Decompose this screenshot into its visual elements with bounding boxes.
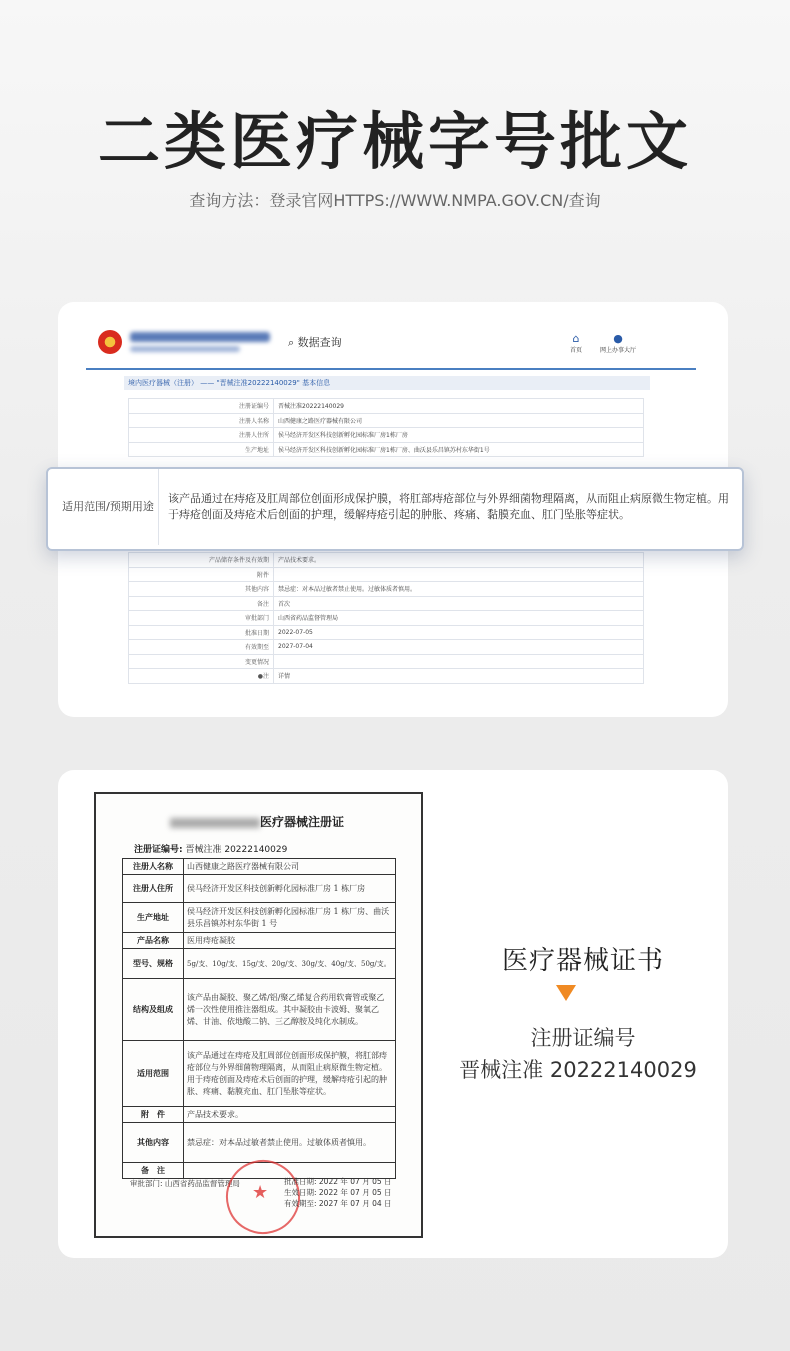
- table-row: 批准日期 2022-07-05: [129, 625, 644, 640]
- cert-regno: 注册证编号: 晋械注准 20222140029: [134, 845, 288, 855]
- site-name-blurred: [130, 332, 270, 342]
- table-row: 注册证编号 晋械注准20222140029: [129, 399, 644, 414]
- table-row: 产品名称 医用痔疮凝胶: [123, 933, 396, 949]
- table-row: 有效期至 2027-07-04: [129, 640, 644, 655]
- info-table-top: [128, 398, 644, 457]
- search-doc-icon: ⌕: [288, 336, 295, 349]
- table-row: 生产地址 侯马经济开发区科技创新孵化园标准厂房 1 栋厂房、曲沃县乐昌镇苏村东华街 1 号: [123, 903, 396, 933]
- cert-reviewer: 审批部门: 山西省药品监督管理局: [130, 1179, 240, 1188]
- certificate-card: [58, 770, 728, 1258]
- breadcrumb: 境内医疗器械（注册） —— "晋械注准20222140029" 基本信息: [124, 376, 650, 390]
- table-row: 结构及组成 该产品由凝胶、聚乙烯/铝/聚乙烯复合药用软膏管或聚乙烯一次性使用推注器组成。其中凝胶由卡波姆、聚氧乙烯、甘油、依地酸二钠、三乙醇胺及纯化水制成。: [123, 979, 396, 1041]
- usage-label: 适用范围/预期用途: [58, 469, 159, 545]
- caption-label: 注册证编号: [530, 1026, 636, 1050]
- table-row: ●注 详情: [129, 669, 644, 684]
- caption-number: 晋械注准 20222140029: [459, 1058, 697, 1082]
- pin-icon: ●: [257, 673, 263, 681]
- table-row: 生产地址 侯马经济开发区科技创新孵化园标准厂房1栋厂房、曲沃县乐昌镇苏村东华街1号: [129, 442, 644, 457]
- detail-link[interactable]: 详情: [274, 669, 644, 684]
- page-title: 二类医疗械字号批文: [97, 105, 692, 178]
- table-row: 型号、规格 5g/支、10g/支、15g/支、20g/支、30g/支、40g/支、50g/支。: [123, 949, 396, 979]
- down-arrow-icon: [556, 985, 576, 1001]
- seal-star-icon: ★: [252, 1182, 269, 1203]
- cert-table: [122, 858, 396, 1179]
- usage-highlight-callout: [46, 467, 744, 551]
- table-row: 变更情况: [129, 654, 644, 669]
- table-row: 注册人名称 山西健康之路医疗器械有限公司: [123, 859, 396, 875]
- cert-title: 医疗器械注册证: [260, 815, 345, 829]
- table-row: 产品储存条件及有效期 产品技术要求。: [129, 553, 644, 568]
- home-icon: ⌂: [572, 332, 580, 345]
- caption-title: 医疗器械证书: [501, 946, 664, 976]
- table-row: 附件: [129, 567, 644, 582]
- info-table-bottom: [128, 552, 644, 684]
- page-subtitle: 查询方法：登录官网HTTPS://WWW.NMPA.GOV.CN/查询: [189, 191, 601, 210]
- cert-title-blurred: [170, 818, 260, 828]
- home-link[interactable]: ⌂ 首页: [563, 332, 589, 354]
- table-row: 其他内容 禁忌症：对本品过敏者禁止使用。过敏体质者慎用。: [129, 582, 644, 597]
- online-office-link[interactable]: ● 网上办事大厅: [593, 332, 643, 354]
- table-row: 注册人住所 侯马经济开发区科技创新孵化园标准厂房1栋厂房: [129, 428, 644, 443]
- cert-dates: 批准日期: 2022 年 07 月 05 日 生效日期: 2022 年 07 月 05 日 有效期至: 2027 年 07 月 04 日: [284, 1177, 392, 1208]
- national-emblem-icon: [98, 330, 122, 354]
- data-query-link[interactable]: ⌕ 数据查询: [288, 336, 342, 349]
- registration-certificate: [94, 792, 423, 1238]
- table-row: 其他内容 禁忌症：对本品过敏者禁止使用。过敏体质者慎用。: [123, 1123, 396, 1163]
- table-row: 注册人住所 侯马经济开发区科技创新孵化园标准厂房 1 栋厂房: [123, 875, 396, 903]
- table-row: 备 注: [123, 1163, 396, 1179]
- user-icon: ●: [613, 332, 623, 345]
- table-row: 审批部门 山西省药品监督管理局: [129, 611, 644, 626]
- table-row: 附 件 产品技术要求。: [123, 1107, 396, 1123]
- table-row: 注册人名称 山西健康之路医疗器械有限公司: [129, 413, 644, 428]
- website-screenshot-card: [58, 302, 728, 717]
- usage-text: 该产品通过在痔疮及肛周部位创面形成保护膜，将肛部痔疮部位与外界细菌物理隔离，从而阻止病原微生物定植。用于痔疮创面及痔疮术后创面的护理，缓解痔疮引起的肿胀、疼痛、黏膜充血、肛门坠胀等症状。: [168, 492, 729, 521]
- site-name-en-blurred: [130, 346, 240, 352]
- table-row: 备注 首次: [129, 596, 644, 611]
- table-row: 适用范围 该产品通过在痔疮及肛周部位创面形成保护膜，将肛部痔疮部位与外界细菌物理隔离，从而阻止病原微生物定植。用于痔疮创面及痔疮术后创面的护理，缓解痔疮引起的肿胀、疼痛、黏膜充血、肛门坠胀等症状。: [123, 1041, 396, 1107]
